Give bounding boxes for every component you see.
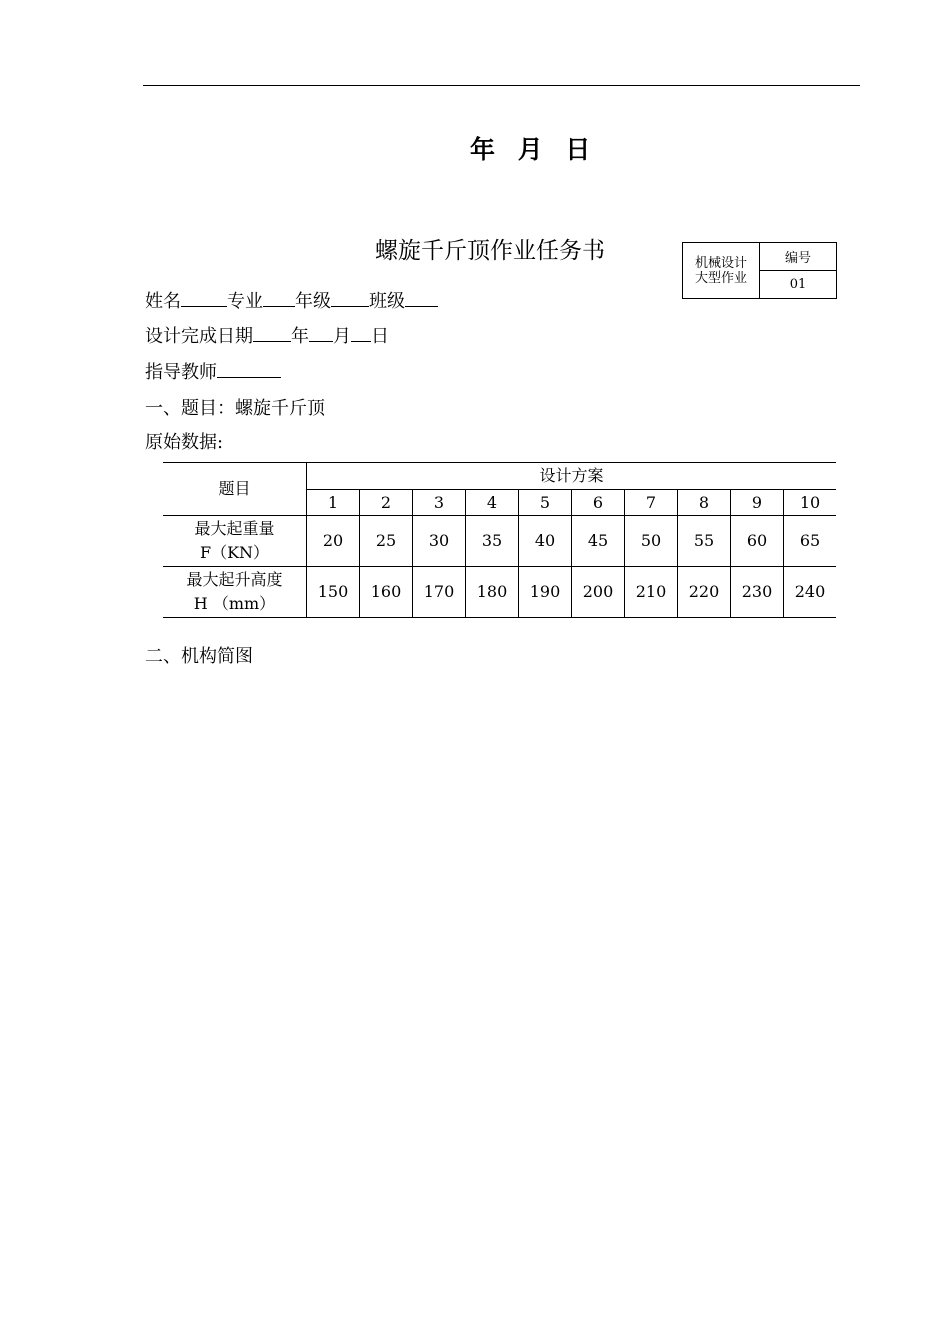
table-cell: 190 (519, 567, 572, 618)
table-cell: 25 (360, 516, 413, 567)
table-cell: 65 (784, 516, 837, 567)
row-label-line2: F（KN） (199, 543, 270, 562)
table-cell: 35 (466, 516, 519, 567)
class-blank[interactable] (405, 288, 438, 307)
table-cell: 60 (731, 516, 784, 567)
table-cell: 45 (572, 516, 625, 567)
plan-number: 1 (307, 490, 360, 516)
plan-number: 6 (572, 490, 625, 516)
plan-number: 3 (413, 490, 466, 516)
row-label (163, 567, 307, 618)
number-label: 编号 (760, 243, 837, 271)
raw-data-label: 原始数据: (145, 432, 224, 453)
month-blank[interactable] (309, 323, 333, 342)
section-1-heading: 一、题目：螺旋千斤顶 (145, 398, 325, 419)
topic-header: 题目 (163, 463, 307, 516)
row-label-line1: 最大起重量 (194, 519, 275, 538)
assignment-id-box (682, 242, 837, 299)
plan-header: 设计方案 (307, 463, 837, 490)
table-cell: 160 (360, 567, 413, 618)
row-label-line2: H （mm） (193, 594, 276, 613)
finish-date-line (145, 322, 389, 348)
class-label: 班级 (369, 291, 405, 312)
name-label: 姓名 (145, 291, 181, 312)
table-cell: 180 (466, 567, 519, 618)
plan-number: 7 (625, 490, 678, 516)
plan-number: 10 (784, 490, 837, 516)
plan-number: 4 (466, 490, 519, 516)
row-label-line1: 最大起升高度 (186, 570, 283, 589)
table-cell: 220 (678, 567, 731, 618)
plan-number: 9 (731, 490, 784, 516)
advisor-line (145, 358, 281, 384)
table-cell: 200 (572, 567, 625, 618)
month-label: 月 (333, 326, 351, 347)
year-blank[interactable] (253, 323, 291, 342)
day-label: 日 (371, 326, 389, 347)
document-title: 螺旋千斤顶作业任务书 (375, 238, 605, 264)
table-cell: 170 (413, 567, 466, 618)
table-row (163, 567, 836, 618)
table-cell: 50 (625, 516, 678, 567)
table-cell: 230 (731, 567, 784, 618)
plan-number: 2 (360, 490, 413, 516)
grade-label: 年级 (295, 291, 331, 312)
advisor-label: 指导教师 (145, 362, 217, 383)
table-cell: 55 (678, 516, 731, 567)
row-label (163, 516, 307, 567)
year-label: 年 (291, 326, 309, 347)
major-label: 专业 (227, 291, 263, 312)
table-cell: 40 (519, 516, 572, 567)
finish-date-label: 设计完成日期 (145, 326, 253, 347)
name-blank[interactable] (181, 288, 227, 307)
table-cell: 240 (784, 567, 837, 618)
student-info-line (145, 287, 438, 313)
plan-number: 8 (678, 490, 731, 516)
table-cell: 150 (307, 567, 360, 618)
table-row (163, 516, 836, 567)
advisor-blank[interactable] (217, 359, 281, 378)
table-cell: 20 (307, 516, 360, 567)
day-blank[interactable] (351, 323, 371, 342)
date-line: 年 月 日 (470, 135, 593, 164)
grade-blank[interactable] (331, 288, 369, 307)
table-cell: 30 (413, 516, 466, 567)
header-rule (143, 85, 860, 86)
course-label: 机械设计 大型作业 (683, 243, 760, 299)
plan-number: 5 (519, 490, 572, 516)
design-parameters-table (163, 462, 836, 618)
section-2-heading: 二、机构简图 (145, 646, 253, 667)
major-blank[interactable] (263, 288, 295, 307)
number-value: 01 (760, 271, 837, 299)
table-cell: 210 (625, 567, 678, 618)
